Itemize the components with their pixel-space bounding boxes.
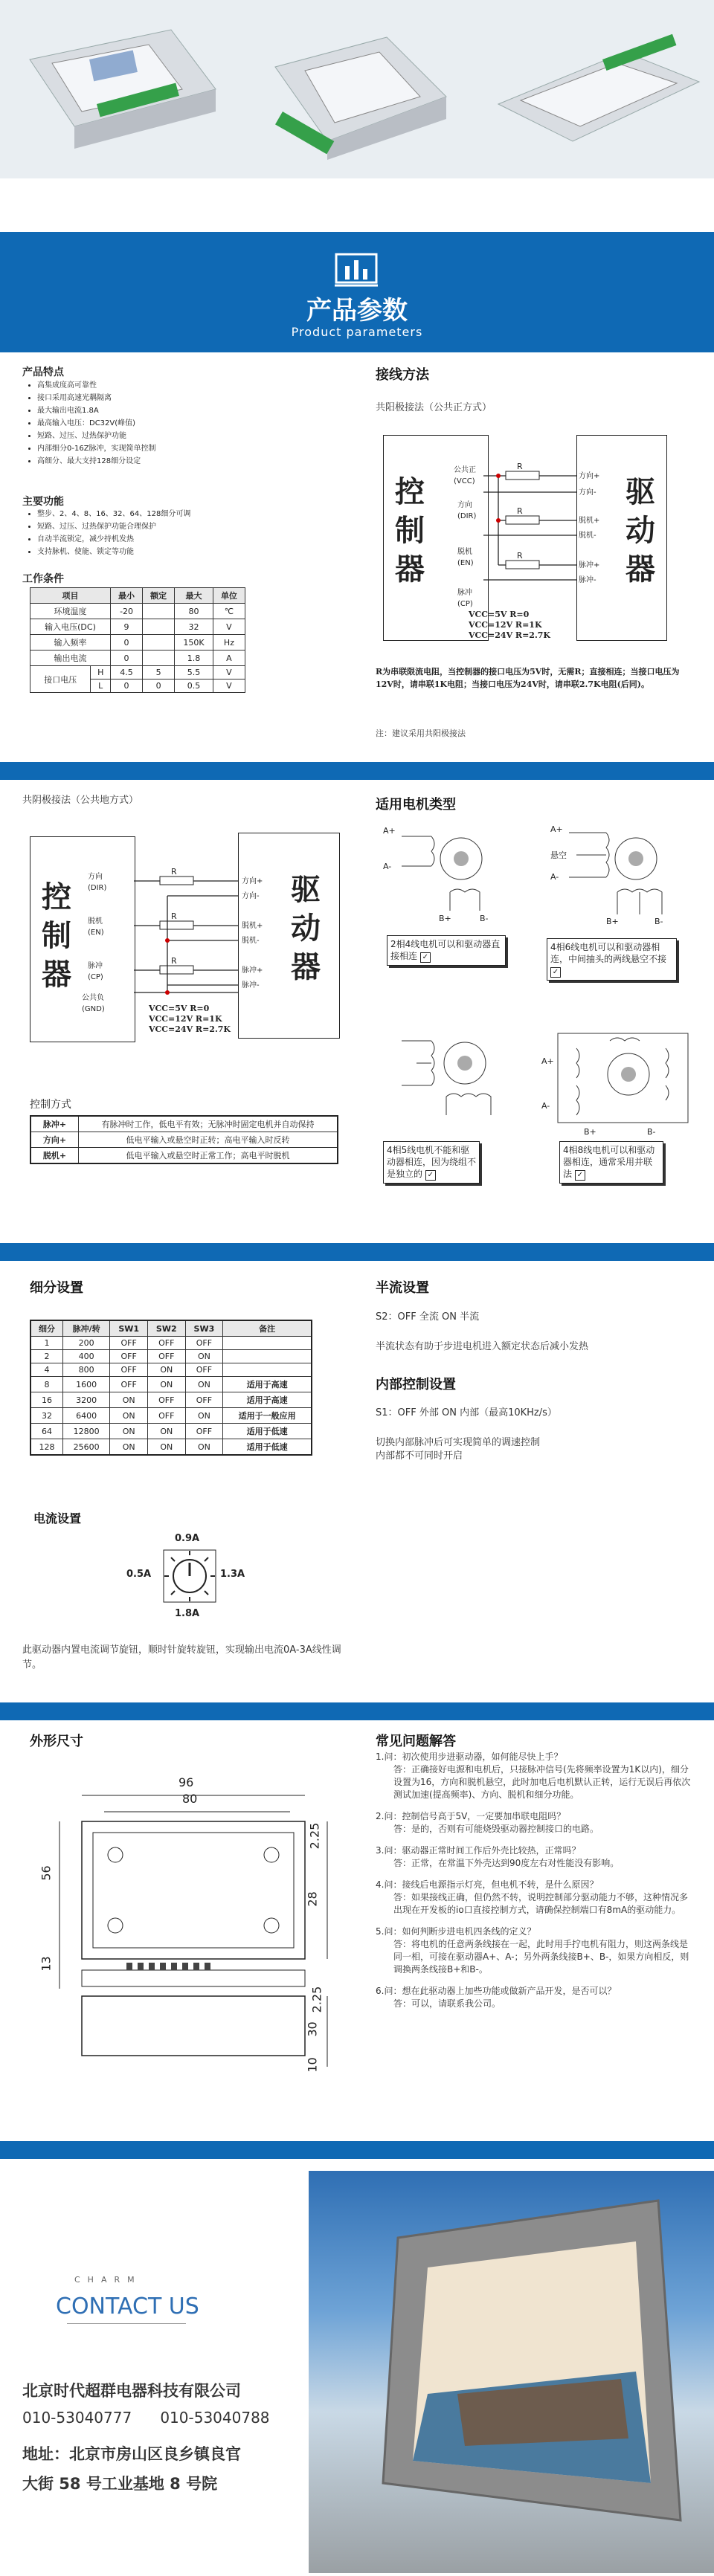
vcc-line: VCC=12V R=1K	[469, 620, 542, 630]
cathode-right-label: 脉冲+	[242, 966, 263, 975]
list-item: • 自动半流锁定，减少持机发热	[37, 533, 364, 546]
dial-label-bottom: 1.8A	[175, 1608, 200, 1619]
list-item: • 最高输入电压：DC32V(峰值)	[37, 417, 364, 430]
section-divider	[0, 2141, 714, 2159]
table-row: 脉冲+ 有脉冲时工作，低电平有效；无脉冲时固定电机并自动保持	[30, 1116, 338, 1132]
anode-title: 共阳极接法（公共正方式）	[376, 402, 492, 413]
label-b-minus: B-	[480, 914, 489, 923]
contact-phones: 010-53040777 010-53040788	[22, 2409, 270, 2427]
table-row: 接口电压 H 4.5 5 5.5 V	[30, 666, 245, 679]
anode-note: 注：建议采用共阳极接法	[376, 729, 466, 738]
functions-list	[22, 508, 364, 558]
cathode-title: 共阴极接法（公共地方式）	[22, 795, 139, 806]
dim-h-right-mid: 28	[305, 1891, 320, 1907]
table-row: L 0 0 0.5 V	[30, 679, 245, 693]
checkbox-icon: ✓	[425, 1170, 436, 1181]
motor-note-4	[559, 1141, 663, 1184]
conditions-title: 工作条件	[22, 573, 64, 585]
faq-answer: 答：正常，在常温下外壳达到90度左右对性能没有影响。	[393, 1858, 620, 1868]
label-a-minus: A-	[383, 862, 392, 871]
list-item: • 高集成度高可靠性	[37, 379, 364, 392]
table-row: 128 25600 ON ON ON 适用于低速	[30, 1439, 312, 1456]
dial-label-top: 0.9A	[175, 1533, 200, 1544]
r-label: R	[171, 867, 177, 877]
anode-right-label: 脱机-	[579, 532, 596, 540]
dial-label-right: 1.3A	[220, 1569, 245, 1580]
table-header: 最小	[111, 588, 143, 604]
table-row: 4 800 OFF ON OFF	[30, 1363, 312, 1377]
half-current-line1: S2：OFF 全流 ON 半流	[376, 1311, 480, 1323]
vcc-line: VCC=12V R=1K	[149, 1014, 222, 1024]
faq-item	[376, 1751, 695, 1801]
checkbox-icon: ✓	[550, 967, 561, 978]
cathode-left-label: 方向 (DIR)	[88, 873, 107, 892]
anode-right-label: 脉冲+	[579, 561, 600, 569]
product-photo-2	[238, 0, 477, 178]
anode-description: R为串联限流电阻，当控制器的接口电压为5V时，无需R；直接相连；当接口电压为12V时，请串联1K电阻；当接口电压为24V时，请串联2.7K电阻(后同)。	[376, 667, 680, 689]
functions-title: 主要功能	[22, 496, 64, 508]
label-float: 悬空	[550, 850, 567, 860]
r-label: R	[517, 462, 523, 471]
motor-note-text: 2相4线电机可以和驱动器直接相连	[390, 939, 501, 961]
table-header: 细分	[30, 1320, 62, 1337]
table-row: 输出电流 0 1.8 A	[30, 651, 245, 666]
controller-label: 控 制 器	[42, 879, 71, 992]
vcc-list	[469, 610, 550, 641]
half-current-title: 半流设置	[376, 1280, 429, 1296]
table-row: 2 400 OFF OFF ON	[30, 1350, 312, 1363]
list-item: • 整步、2、4、8、16、32、64、128细分可调	[37, 508, 364, 520]
label-b-plus: B+	[606, 917, 619, 926]
faq-answer: 答：可以，请联系我公司。	[393, 1998, 501, 2009]
dim-side-top: 2.25	[309, 1986, 324, 2013]
faq-item	[376, 1844, 695, 1870]
label-b-plus: B+	[584, 1127, 596, 1137]
label-b-minus: B-	[654, 917, 663, 926]
contact-charm: CHARM	[74, 2275, 142, 2285]
table-row: 脱机+ 低电平输入或悬空时正常工作；高电平时脱机	[30, 1148, 338, 1164]
table-row: 1 200 OFF OFF OFF	[30, 1337, 312, 1350]
motor-diagram-4phase5wire	[379, 1022, 528, 1134]
table-header: 项目	[30, 588, 111, 604]
faq-question: 3.问：驱动器正常时间工作后外壳比较热，正常吗？	[376, 1845, 581, 1856]
faq-question: 6.问：想在此驱动器上加些功能或做新产品开发，是否可以？	[376, 1986, 617, 1996]
motor-note-2	[547, 938, 677, 981]
contact-photo	[309, 2171, 714, 2573]
section-divider	[0, 762, 714, 780]
faq-question: 4.问：接线后电源指示灯亮，但电机不转，是什么原因？	[376, 1879, 599, 1890]
r-label: R	[517, 551, 523, 561]
dim-h-right-top: 2.25	[307, 1822, 322, 1850]
wiring-title: 接线方法	[376, 367, 429, 383]
label-b-plus: B+	[439, 914, 451, 923]
table-row: 方向+ 低电平输入或悬空时正转；高电平输入时反转	[30, 1132, 338, 1148]
anode-right-label: 方向+	[579, 472, 600, 480]
faq-answer: 答：将电机的任意两条线接在一起，此时用手拧电机有阻力，则这两条线是同一相，可接在驱动器A+、A-；另外两条线接B+、B-，如果方向相反，则调换两条线接B+和B-。	[393, 1939, 689, 1975]
motor-note-1	[387, 935, 506, 966]
table-row: 32 6400 ON OFF ON 适用于一般应用	[30, 1408, 312, 1424]
label-a-plus: A+	[541, 1056, 554, 1066]
internal-title: 内部控制设置	[376, 1377, 456, 1392]
control-mode-table	[30, 1115, 338, 1164]
cathode-left-label: 公共负 (GND)	[82, 994, 105, 1013]
faq-list	[376, 1751, 695, 2010]
r-label: R	[171, 911, 177, 921]
label-a-minus: A-	[550, 872, 559, 882]
conditions-table	[30, 587, 245, 693]
label-a-plus: A+	[383, 826, 396, 836]
faq-item	[376, 1925, 695, 1976]
motor-diagram-4phase6wire	[547, 821, 703, 933]
dim-h-left-bottom: 13	[39, 1956, 54, 1972]
dim-side-mid: 30	[305, 2021, 320, 2037]
faq-question: 2.问：控制信号高于5V，一定要加串联电阻吗？	[376, 1811, 566, 1821]
contact-company: 北京时代超群电器科技有限公司	[22, 2382, 241, 2400]
table-row: 8 1600 OFF ON ON 适用于高速	[30, 1377, 312, 1392]
anode-right-label: 脉冲-	[579, 576, 596, 584]
list-item: • 接口采用高速光耦隔离	[37, 392, 364, 404]
features-title: 产品特点	[22, 367, 64, 378]
faq-answer: 答：如果接线正确，但仍然不转，说明控制部分驱动能力不够，这种情况多出现在开发板的io口直接控制方式，请确保控制端口有8mA的驱动能力。	[393, 1892, 689, 1915]
driver-label: 驱 动 器	[291, 872, 321, 984]
table-header: 备注	[223, 1320, 312, 1337]
faq-question: 5.问：如何判断步进电机四条线的定义？	[376, 1926, 536, 1937]
dim-w-inner: 80	[182, 1792, 198, 1806]
faq-item	[376, 1879, 695, 1917]
r-label: R	[171, 956, 177, 966]
motor-note-text: 4相5线电机不能和驱动器相连，因为绕组不是独立的	[387, 1145, 477, 1179]
dim-side-bottom: 10	[305, 2057, 320, 2073]
product-photo-3	[476, 0, 714, 178]
current-description: 此驱动器内置电流调节旋钮，顺时针旋转旋钮，实现输出电流0A-3A线性调节。	[22, 1644, 341, 1670]
checkbox-icon: ✓	[575, 1170, 585, 1181]
section-divider	[0, 1243, 714, 1261]
motor-title: 适用电机类型	[376, 797, 456, 813]
table-row: 输入电压(DC) 9 32 V	[30, 619, 245, 635]
bar-chart-icon	[335, 253, 378, 287]
list-item: • 短路、过压、过热保护功能	[37, 430, 364, 442]
dial-label-left: 0.5A	[126, 1569, 152, 1580]
anode-right-label: 方向-	[579, 488, 596, 497]
table-header: 脉冲/转	[62, 1320, 109, 1337]
faq-item	[376, 1810, 695, 1836]
page-subtitle: Product parameters	[291, 325, 423, 339]
table-row: 16 3200 ON OFF OFF 适用于高速	[30, 1392, 312, 1408]
vcc-line: VCC=24V R=2.7K	[469, 630, 550, 640]
table-header: SW2	[147, 1320, 185, 1337]
table-header: 额定	[143, 588, 175, 604]
driver-label: 驱 动 器	[625, 474, 655, 587]
table-header: SW3	[185, 1320, 223, 1337]
cathode-right-label: 方向+	[242, 877, 263, 885]
faq-answer: 答：是的，否则有可能烧毁驱动器控制接口的电路。	[393, 1824, 599, 1834]
table-header: SW1	[110, 1320, 148, 1337]
cathode-wiring-lines	[104, 870, 253, 1019]
current-title: 电流设置	[33, 1511, 82, 1526]
cathode-left-label: 脱机 (EN)	[88, 917, 104, 937]
features-list	[22, 379, 364, 468]
anode-left-label: 脱机 (EN)	[457, 548, 474, 567]
half-current-line2: 半流状态有助于步进电机进入额定状态后减小发热	[376, 1341, 589, 1352]
cathode-right-label: 脱机+	[242, 922, 263, 930]
vcc-list	[149, 1004, 231, 1035]
label-a-plus: A+	[550, 824, 563, 834]
cathode-left-label: 脉冲 (CP)	[88, 962, 103, 981]
contact-title: CONTACT US	[56, 2293, 199, 2320]
motor-note-3	[383, 1141, 480, 1184]
table-row: 输入频率 0 150K Hz	[30, 635, 245, 651]
list-item: • 高细分、最大支持128细分设定	[37, 455, 364, 468]
controller-label: 控 制 器	[395, 474, 425, 587]
label-b-minus: B-	[647, 1127, 656, 1137]
anode-left-label: 脉冲 (CP)	[457, 589, 473, 608]
internal-line1: S1：OFF 外部 ON 内部（最高10KHz/s）	[376, 1407, 557, 1418]
section-divider	[0, 1702, 714, 1720]
motor-diagram-2phase4wire	[379, 821, 528, 933]
internal-line2: 切换内部脉冲后可实现简单的调速控制	[376, 1437, 541, 1448]
anode-left-label: 方向 (DIR)	[457, 501, 477, 520]
dim-h-left: 56	[39, 1865, 54, 1881]
list-item: • 内部细分0-16Z脉冲，实现简单控制	[37, 442, 364, 455]
control-mode-title: 控制方式	[30, 1099, 71, 1111]
microstep-title: 细分设置	[30, 1280, 83, 1296]
header-band	[0, 232, 714, 352]
internal-line3: 内部都不可同时开启	[376, 1450, 463, 1462]
table-row: 64 12800 ON ON OFF 适用于低速	[30, 1424, 312, 1439]
page-title: 产品参数	[306, 296, 408, 326]
contact-divider	[67, 2323, 186, 2324]
dim-w-outer: 96	[178, 1775, 194, 1789]
faq-question: 1.问：初次使用步进驱动器，如何能尽快上手？	[376, 1752, 563, 1762]
table-header: 单位	[213, 588, 245, 604]
contact-address-2: 大街 58 号工业基地 8 号院	[22, 2475, 218, 2493]
cathode-right-label: 脱机-	[242, 937, 260, 945]
microstep-table	[30, 1320, 312, 1456]
cathode-right-label: 方向-	[242, 892, 260, 900]
table-header: 最大	[175, 588, 213, 604]
motor-note-text: 4相8线电机可以和驱动器相连，通常采用并联法	[563, 1145, 655, 1179]
current-dial-icon	[160, 1546, 219, 1606]
cathode-right-label: 脉冲-	[242, 981, 260, 990]
vcc-line: VCC=5V R=0	[149, 1004, 210, 1013]
list-item: • 支持脉机、使能、锁定等功能	[37, 546, 364, 558]
dimension-drawing	[37, 1773, 350, 2078]
list-item: • 最大输出电流1.8A	[37, 404, 364, 417]
faq-title: 常见问题解答	[376, 1734, 456, 1749]
contact-address-1: 地址：北京市房山区良乡镇良官	[22, 2445, 241, 2463]
anode-right-label: 脱机+	[579, 517, 600, 525]
faq-answer: 答：正确接好电源和电机后，只接脉冲信号(先将频率设置为1K以内)，细分设置为16，方向和脱机悬空，此时加电后电机默认正转，运行无误后再依次测试加速(提高频率)、方向、脱机和细分功能。	[393, 1764, 691, 1800]
motor-diagram-4phase8wire	[547, 1026, 703, 1137]
label-a-minus: A-	[541, 1101, 550, 1111]
vcc-line: VCC=24V R=2.7K	[149, 1024, 231, 1034]
vcc-line: VCC=5V R=0	[469, 610, 530, 619]
faq-item	[376, 1985, 695, 2010]
checkbox-icon: ✓	[420, 952, 431, 963]
dimensions-title: 外形尺寸	[30, 1734, 83, 1749]
motor-note-text: 4相6线电机可以和驱动器相连，中间抽头的两线悬空不接	[550, 942, 667, 964]
list-item: • 短路、过压、过热保护功能合理保护	[37, 520, 364, 533]
table-row: 环境温度 -20 80 ℃	[30, 604, 245, 619]
product-photo-1	[0, 0, 239, 178]
r-label: R	[517, 506, 523, 516]
anode-left-label: 公共正 (VCC)	[454, 466, 476, 485]
